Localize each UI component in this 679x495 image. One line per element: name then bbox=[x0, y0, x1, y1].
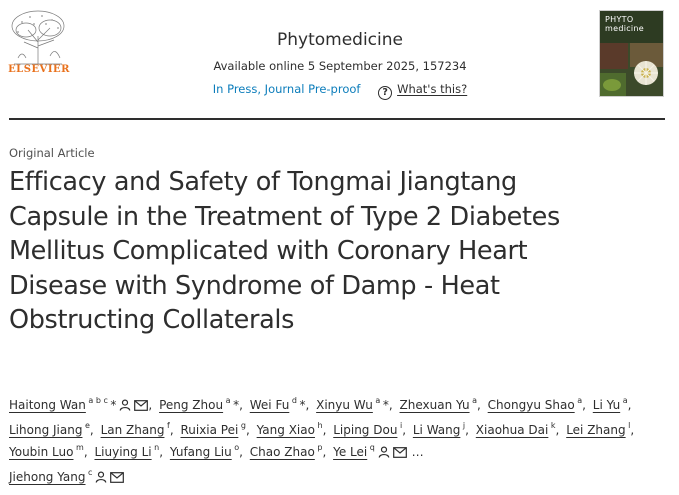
author-separator: , bbox=[239, 445, 243, 460]
author-entry[interactable] bbox=[593, 398, 628, 412]
author-entry[interactable] bbox=[9, 445, 84, 459]
author-separator: , bbox=[239, 398, 243, 412]
author-affiliation-marker[interactable]: i bbox=[397, 420, 403, 430]
article-title bbox=[9, 165, 671, 338]
person-icon[interactable] bbox=[95, 468, 107, 491]
author-name[interactable]: Liuying Li bbox=[94, 445, 152, 460]
author-entry[interactable] bbox=[100, 420, 170, 437]
show-more-authors-button[interactable]: … bbox=[406, 445, 425, 460]
author-entry[interactable] bbox=[159, 398, 239, 412]
author-name[interactable]: Yang Xiao bbox=[256, 422, 315, 437]
author-affiliation-marker[interactable]: e bbox=[82, 420, 90, 430]
author-separator: , bbox=[582, 398, 586, 412]
author-separator: , bbox=[627, 398, 632, 412]
journal-cover-image[interactable] bbox=[599, 10, 664, 97]
author-separator: , bbox=[322, 422, 327, 437]
author-entry[interactable] bbox=[475, 420, 556, 437]
title-line: Obstructing Collaterals bbox=[9, 305, 295, 335]
author-entry[interactable] bbox=[333, 445, 407, 459]
author-name[interactable]: Lihong Jiang bbox=[9, 422, 83, 437]
author-entry[interactable] bbox=[316, 398, 389, 412]
author-name[interactable]: Wei Fu bbox=[249, 398, 290, 412]
cover-photo bbox=[600, 43, 664, 97]
author-name[interactable]: Youbin Luo bbox=[9, 445, 74, 460]
author-affiliation-marker[interactable]: l bbox=[625, 420, 631, 430]
author-affiliation-marker[interactable]: m bbox=[73, 443, 84, 453]
corresponding-star: * bbox=[233, 398, 240, 412]
author-separator: , bbox=[305, 398, 310, 412]
title-line: Efficacy and Safety of Tongmai Jiangtang bbox=[9, 167, 517, 197]
author-separator: , bbox=[89, 422, 94, 437]
author-separator: , bbox=[245, 422, 250, 437]
author-affiliation-marker[interactable]: p bbox=[314, 443, 323, 453]
author-name[interactable]: Peng Zhou bbox=[159, 398, 224, 412]
author-affiliation-marker[interactable]: a bbox=[469, 396, 478, 405]
author-affiliation-marker[interactable]: a b c bbox=[85, 396, 111, 405]
author-separator: , bbox=[83, 445, 88, 460]
author-list bbox=[9, 394, 677, 491]
author-separator: , bbox=[555, 422, 560, 437]
author-name[interactable]: Chongyu Shao bbox=[487, 398, 575, 412]
author-name[interactable]: Li Wang bbox=[412, 422, 461, 437]
author-separator: , bbox=[169, 422, 174, 437]
person-icon[interactable] bbox=[378, 443, 390, 466]
author-name[interactable]: Chao Zhao bbox=[249, 445, 315, 460]
author-name[interactable]: Zhexuan Yu bbox=[399, 398, 470, 412]
author-name[interactable]: Lei Zhang bbox=[566, 422, 626, 437]
author-affiliation-marker[interactable]: n bbox=[151, 443, 160, 453]
article-header bbox=[0, 0, 679, 118]
author-separator: , bbox=[402, 422, 407, 437]
author-affiliation-marker[interactable]: k bbox=[548, 420, 556, 430]
author-affiliation-marker[interactable]: c bbox=[85, 468, 93, 478]
title-line: Disease with Syndrome of Damp - Heat bbox=[9, 270, 500, 301]
author-entry[interactable] bbox=[256, 420, 323, 437]
cover-title-line1: PHYTO bbox=[605, 15, 634, 24]
cover-title bbox=[605, 15, 644, 33]
journal-title[interactable]: Phytomedicine bbox=[277, 30, 403, 50]
author-separator: , bbox=[159, 445, 164, 460]
author-name[interactable]: Liping Dou bbox=[333, 422, 398, 437]
author-separator: , bbox=[148, 398, 153, 412]
corresponding-star: * bbox=[110, 398, 117, 412]
author-entry[interactable] bbox=[488, 398, 582, 412]
header-divider bbox=[9, 118, 665, 120]
author-affiliation-marker[interactable]: a bbox=[372, 396, 383, 405]
author-affiliation-marker[interactable]: a bbox=[574, 396, 583, 405]
author-affiliation-marker[interactable]: j bbox=[460, 420, 466, 430]
author-separator: , bbox=[630, 422, 635, 437]
article-status-row bbox=[150, 82, 530, 100]
author-entry[interactable] bbox=[94, 445, 159, 459]
whats-this-label: What's this? bbox=[397, 82, 468, 96]
author-entry[interactable] bbox=[566, 420, 631, 437]
journal-info bbox=[150, 30, 530, 100]
author-affiliation-marker[interactable]: d bbox=[289, 396, 300, 405]
mail-icon[interactable] bbox=[393, 443, 407, 466]
publisher-wordmark: ELSEVIER bbox=[8, 64, 70, 75]
author-name[interactable]: Xinyu Wu bbox=[316, 398, 373, 412]
person-icon[interactable] bbox=[119, 396, 131, 419]
author-separator: , bbox=[465, 422, 469, 437]
author-separator: , bbox=[322, 445, 327, 460]
title-line: Mellitus Complicated with Coronary Heart bbox=[9, 236, 528, 266]
author-entry[interactable] bbox=[9, 420, 90, 437]
author-affiliation-marker[interactable]: f bbox=[164, 420, 170, 430]
author-name[interactable]: Lan Zhang bbox=[100, 422, 165, 437]
author-entry[interactable] bbox=[180, 420, 246, 437]
author-name[interactable]: Ruixia Pei bbox=[180, 422, 239, 437]
question-circle-icon: ? bbox=[378, 86, 392, 100]
author-name[interactable]: Xiaohua Dai bbox=[475, 422, 549, 437]
author-affiliation-marker[interactable]: q bbox=[367, 443, 375, 453]
whats-this-button[interactable] bbox=[378, 82, 467, 96]
author-name[interactable]: Jiehong Yang bbox=[9, 470, 86, 485]
author-entry[interactable] bbox=[250, 398, 306, 412]
author-name[interactable]: Li Yu bbox=[592, 398, 621, 412]
corresponding-star: * bbox=[382, 398, 389, 412]
author-affiliation-marker[interactable]: g bbox=[238, 420, 246, 430]
corresponding-star: * bbox=[299, 398, 306, 412]
author-name[interactable]: Ye Lei bbox=[333, 445, 368, 460]
availability-date: Available online 5 September 2025, 157234 bbox=[213, 59, 467, 73]
author-entry[interactable] bbox=[333, 420, 403, 437]
author-entry[interactable] bbox=[170, 445, 239, 459]
author-entry[interactable] bbox=[9, 398, 148, 412]
author-affiliation-marker[interactable]: h bbox=[314, 420, 323, 430]
article-type-label: Original Article bbox=[9, 146, 95, 160]
author-separator: , bbox=[477, 398, 481, 412]
author-affiliation-marker[interactable]: a bbox=[223, 396, 234, 405]
author-name[interactable]: Haitong Wan bbox=[9, 398, 86, 412]
mail-icon[interactable] bbox=[110, 468, 124, 491]
author-entry[interactable] bbox=[412, 420, 466, 437]
author-name[interactable]: Yufang Liu bbox=[169, 445, 232, 460]
author-entry[interactable] bbox=[250, 445, 323, 459]
cover-title-line2: medicine bbox=[605, 24, 645, 33]
author-entry[interactable] bbox=[9, 470, 124, 484]
mail-icon[interactable] bbox=[134, 396, 148, 419]
in-press-link[interactable]: In Press, Journal Pre-proof bbox=[212, 82, 361, 96]
author-entry[interactable] bbox=[400, 398, 478, 412]
author-separator: , bbox=[388, 398, 393, 412]
title-line: Capsule in the Treatment of Type 2 Diabetes bbox=[9, 201, 560, 232]
author-affiliation-marker[interactable]: o bbox=[231, 443, 240, 453]
author-affiliation-marker[interactable]: a bbox=[620, 396, 628, 405]
